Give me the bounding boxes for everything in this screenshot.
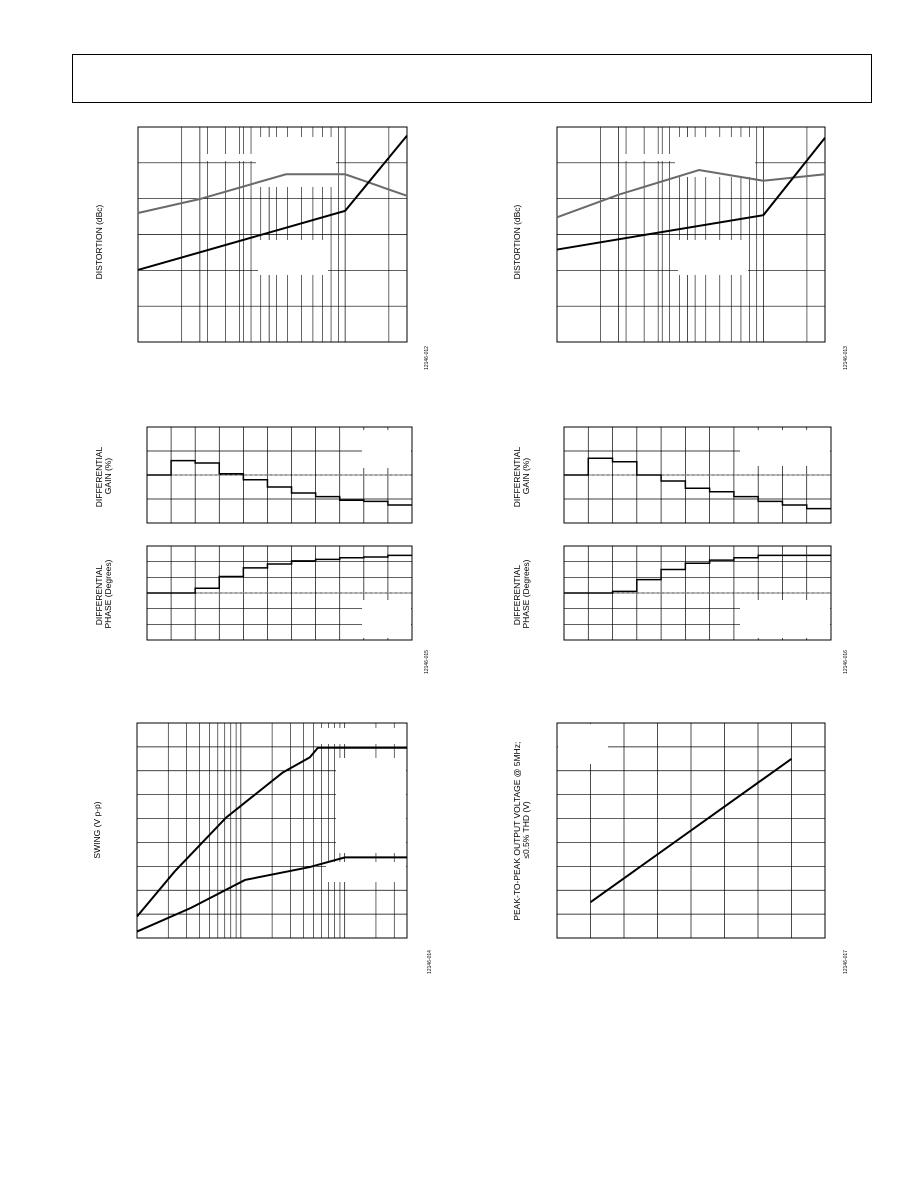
distortion-left-ylabel: DISTORTION (dBc) xyxy=(94,204,104,280)
diff-right-figcode: 12146-016 xyxy=(843,650,849,674)
p2p-blank-area xyxy=(558,724,608,764)
distortion-left-figcode: 12146-012 xyxy=(424,346,430,370)
diff-phase-left-ylabel-line1: DIFFERENTIAL xyxy=(94,565,104,626)
swing-left-figcode: 12146-014 xyxy=(427,950,433,974)
p2p-right-figcode: 12146-017 xyxy=(843,950,849,974)
p2p-right-ylabel-line1: PEAK-TO-PEAK OUTPUT VOLTAGE @ 5MHz; xyxy=(512,741,522,921)
diff-gain-left-ylabel-line2: GAIN (%) xyxy=(103,457,113,495)
distortion-right-figcode: 12146-013 xyxy=(843,346,849,370)
p2p-right-ylabel-line2: ≤0.5% THD (V) xyxy=(521,801,531,859)
diff-phase-right-ylabel-line2: PHASE (Degrees) xyxy=(521,559,531,629)
diff-gain-left-ylabel-line1: DIFFERENTIAL xyxy=(94,447,104,508)
distortion-right-ylabel: DISTORTION (dBc) xyxy=(512,204,522,280)
diff-gain-right-ylabel-line2: GAIN (%) xyxy=(521,457,531,495)
diff-phase-right-ylabel-line1: DIFFERENTIAL xyxy=(512,565,522,626)
p2p-right-ylabel xyxy=(512,739,531,920)
diff-left-figcode: 12146-015 xyxy=(424,650,430,674)
diff-phase-left-ylabel-line2: PHASE (Degrees) xyxy=(103,559,113,629)
swing-left-ylabel: SWING (V p-p) xyxy=(92,801,102,859)
diff-gain-right-ylabel-line1: DIFFERENTIAL xyxy=(512,447,522,508)
p2p-right-plot xyxy=(557,723,825,938)
